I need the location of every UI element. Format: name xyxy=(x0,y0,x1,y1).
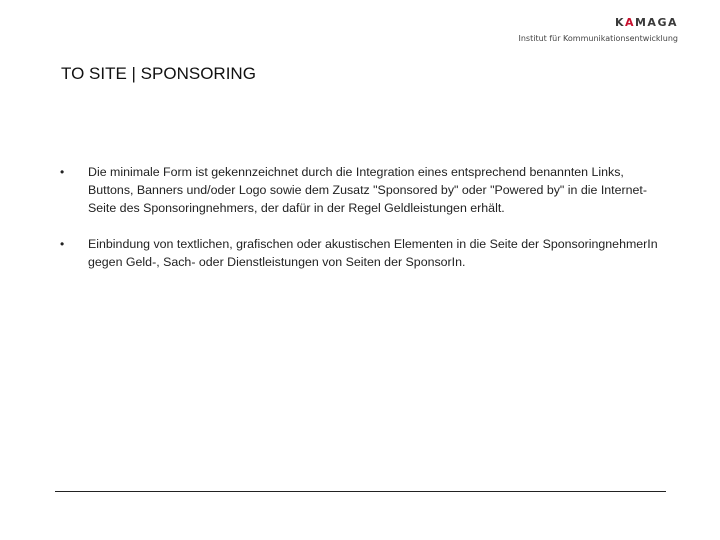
brand-logo xyxy=(518,16,678,44)
brand-subtitle: Institut für Kommunikationsentwicklung xyxy=(518,34,678,43)
brand-name: KAMAGA xyxy=(614,16,678,29)
brand-accent-letter: A xyxy=(624,16,635,29)
bullet-item xyxy=(60,163,660,217)
bullet-item xyxy=(60,235,660,271)
bullet-icon: • xyxy=(60,237,65,251)
footer-divider xyxy=(55,491,666,492)
bullet-icon: • xyxy=(60,165,65,179)
bullet-list xyxy=(60,163,660,289)
page-title: TO SITE | SPONSORING xyxy=(61,64,256,83)
bullet-text: Einbindung von textlichen, grafischen oder akustischen Elementen in die Seite der SponsoringnehmerIn gegen Geld-, Sach- oder Dienstleistungen von Seiten der SponsorIn. xyxy=(88,237,658,269)
bullet-text: Die minimale Form ist gekennzeichnet durch die Integration eines entsprechend benannten Links, Buttons, Banners und/oder Logo sowie dem Zusatz "Sponsored by" oder "Powered by" in die Internet-Seite des Sponsoringnehmers, der dafür in der Regel Geldleistungen erhält. xyxy=(88,165,647,215)
